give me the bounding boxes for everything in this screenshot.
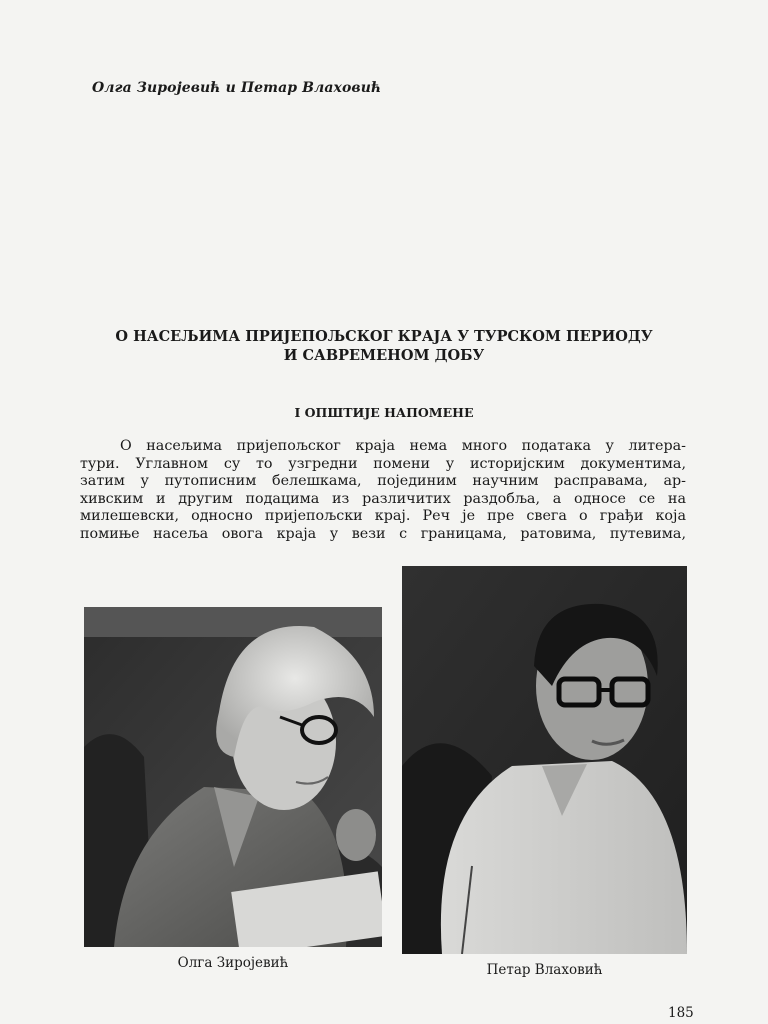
body-line: милешевски, односно пријепољски крај. Реч је пре свега о грађи која: [80, 508, 686, 524]
section-heading: I ОПШТИЈЕ НАПОМЕНЕ: [294, 405, 474, 420]
portrait-petar-image: [402, 566, 687, 954]
body-line: помиње насеља овога краја у вези с границама, ратовима, путевима,: [80, 525, 686, 542]
author-names: Олга Зиројевић и Петар Влаховић: [92, 80, 382, 96]
photo-caption-petar: Петар Влаховић: [486, 962, 603, 978]
portrait-photo-olga: [84, 607, 382, 947]
body-line: хивским и другим подацима из различитих раздобља, а односе се на: [80, 490, 686, 507]
article-title-line-1: О НАСЕЉИМА ПРИЈЕПОЉСКОГ КРАЈА У ТУРСКОМ ПЕРИОДУ: [115, 328, 653, 345]
article-title: [80, 327, 688, 365]
body-line: О насељима пријепољског краја нема много података у литера-: [120, 438, 686, 454]
article-title-line-2: И САВРЕМЕНОМ ДОБУ: [283, 347, 485, 364]
body-paragraph: [80, 438, 686, 543]
portrait-olga-image: [84, 607, 382, 947]
page-number: 185: [668, 1005, 694, 1021]
photo-caption-olga: Олга Зиројевић: [177, 955, 289, 971]
body-line: тури. Углавном су то узгредни помени у историјским документима,: [80, 455, 686, 472]
portrait-photo-petar: [402, 566, 687, 954]
body-line: затим у путописним белешкама, појединим научним расправама, ар-: [80, 473, 686, 489]
